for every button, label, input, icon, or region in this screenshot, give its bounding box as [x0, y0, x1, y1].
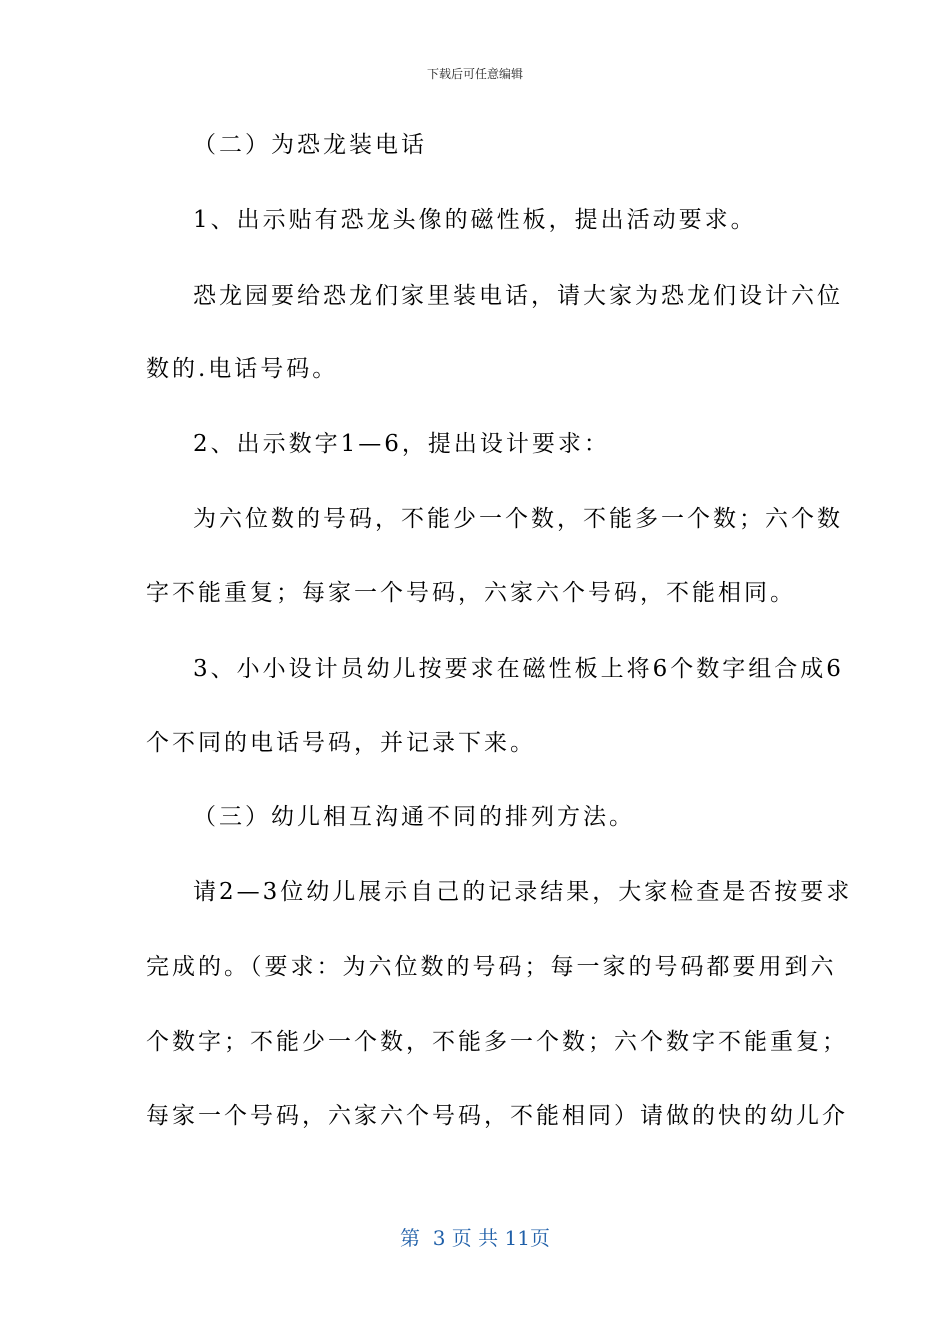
section-heading: （二）为恐龙装电话 — [193, 132, 427, 158]
paragraph-line: 1、出示贴有恐龙头像的磁性板，提出活动要求。 — [193, 207, 757, 233]
paragraph-line: 请2—3位幼儿展示自己的记录结果，大家检查是否按要求 — [193, 879, 853, 905]
paragraph-line: 数的.电话号码。 — [146, 356, 339, 382]
paragraph-line: 每家一个号码，六家六个号码，不能相同）请做的快的幼儿介 — [146, 1103, 848, 1129]
paragraph-line: 字不能重复；每家一个号码，六家六个号码，不能相同。 — [146, 580, 796, 606]
paragraph-line: 3、小小设计员幼儿按要求在磁性板上将6个数字组合成6 — [193, 656, 844, 682]
section-heading: （三）幼儿相互沟通不同的排列方法。 — [193, 804, 635, 830]
paragraph-line: 个不同的电话号码，并记录下来。 — [146, 730, 536, 756]
paragraph-line: 完成的。（要求：为六位数的号码；每一家的号码都要用到六 — [146, 954, 837, 980]
paragraph-line: 个数字；不能少一个数，不能多一个数；六个数字不能重复； — [146, 1029, 848, 1055]
paragraph-line: 恐龙园要给恐龙们家里装电话，请大家为恐龙们设计六位 — [193, 283, 843, 309]
paragraph-line: 为六位数的号码，不能少一个数，不能多一个数；六个数 — [193, 506, 843, 532]
paragraph-line: 2、出示数字1—6，提出设计要求： — [193, 431, 610, 457]
page-footer: 第 3 页 共 11页 — [400, 1226, 550, 1250]
page-header: 下载后可任意编辑 — [426, 67, 523, 81]
